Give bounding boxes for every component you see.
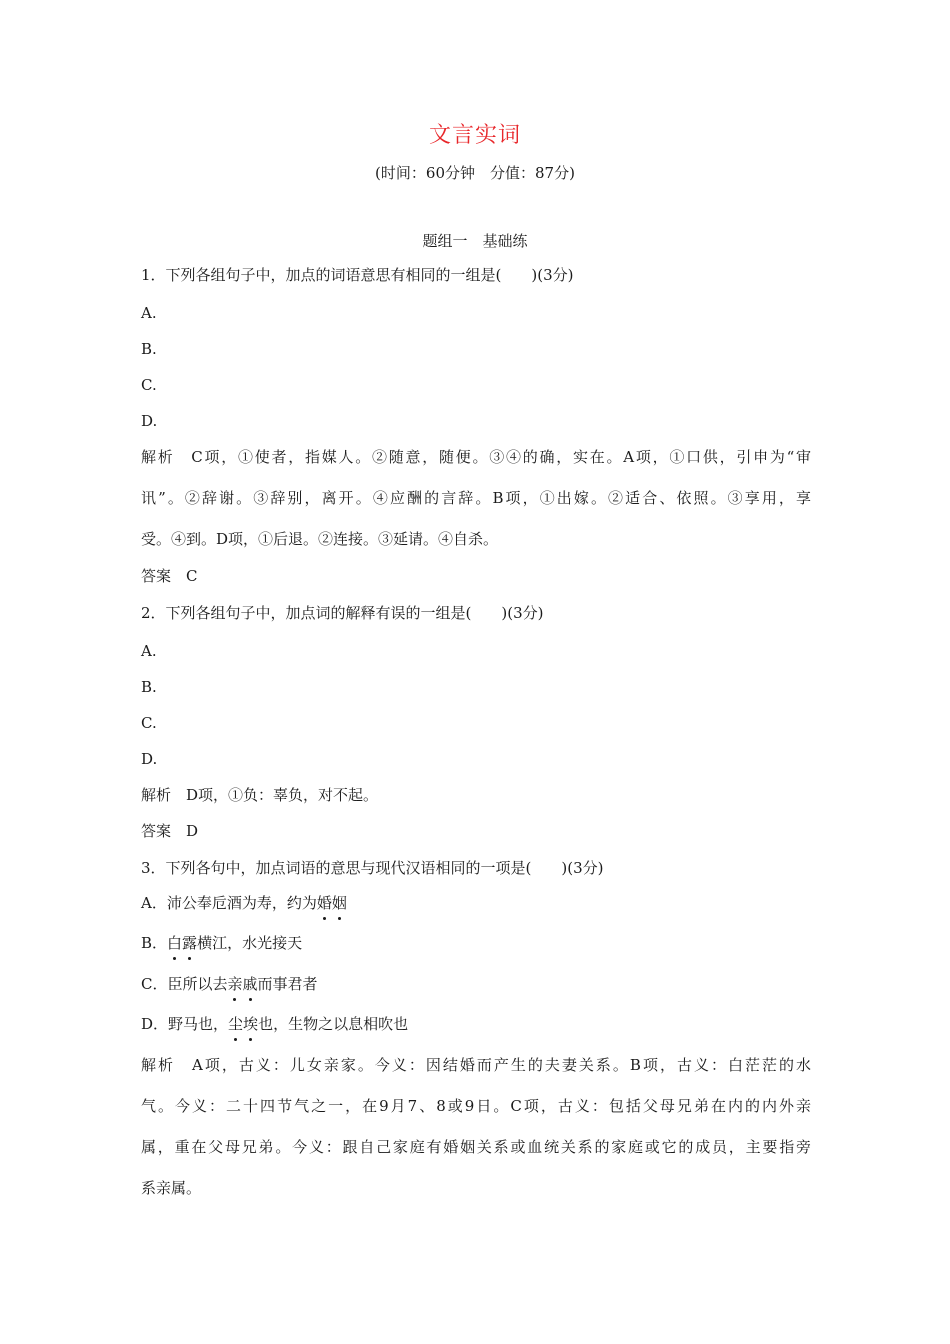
option-text: 而事君者 — [257, 975, 318, 993]
option-text: B． — [141, 934, 168, 952]
option-text: C．臣所以去 — [141, 975, 228, 993]
question-1-analysis-line: 受。④到。D项，①后退。②连接。③延请。④自杀。 — [141, 530, 499, 548]
question-3-option-c — [141, 974, 811, 994]
page-title: 文言实词 — [428, 123, 521, 148]
question-2-option-b: B. — [141, 678, 157, 696]
option-text: 横江，水光接天 — [197, 934, 303, 952]
question-1-option-d: D. — [141, 412, 158, 430]
dotted-character: 尘 — [228, 1015, 244, 1033]
dotted-character: 姻 — [331, 894, 347, 912]
question-1-option-c: C. — [141, 376, 157, 394]
question-1-analysis-line: 讯”。②辞谢。③辞别，离开。④应酬的言辞。B项，①出嫁。②适合、依照。③享用，享 — [141, 489, 811, 507]
dotted-character: 婚 — [316, 894, 332, 912]
question-2-analysis: 解析 D项，①负：辜负，对不起。 — [141, 786, 379, 804]
question-2-stem: 2．下列各组句子中，加点词的解释有误的一组是( )(3分) — [141, 604, 544, 622]
question-3-option-d — [141, 1014, 811, 1034]
option-text: A．沛公奉卮酒为寿，约为 — [141, 894, 317, 912]
option-text: D．野马也， — [141, 1015, 229, 1033]
dotted-character: 亲 — [227, 975, 243, 993]
question-2-option-d: D. — [141, 750, 158, 768]
question-1-answer: 答案 C — [141, 567, 198, 585]
dotted-character: 露 — [182, 934, 198, 952]
section-heading: 题组一 基础练 — [422, 232, 528, 250]
dotted-character: 白 — [167, 934, 183, 952]
question-3-analysis-line: 系亲属。 — [141, 1179, 202, 1197]
question-3-analysis-line: 解析 A项，古义：儿女亲家。今义：因结婚而产生的夫妻关系。B项，古义：白茫茫的水 — [141, 1056, 811, 1074]
question-2-option-c: C. — [141, 714, 157, 732]
dotted-character: 埃 — [243, 1015, 259, 1033]
question-3-option-a — [141, 893, 811, 913]
option-text: 也，生物之以息相吹也 — [258, 1015, 409, 1033]
time-score-info: (时间：60分钟 分值：87分) — [375, 164, 575, 182]
question-1-analysis-line: 解析 C项，①使者，指媒人。②随意，随便。③④的确，实在。A项，①口供，引申为“审 — [141, 448, 811, 466]
question-3-analysis-line: 气。今义：二十四节气之一，在9月7、8或9日。C项，古义：包括父母兄弟在内的内外亲 — [141, 1097, 811, 1115]
question-3-analysis-line: 属，重在父母兄弟。今义：跟自己家庭有婚姻关系或血统关系的家庭或它的成员，主要指旁 — [141, 1138, 811, 1156]
question-2-answer: 答案 D — [141, 822, 199, 840]
question-1-stem: 1．下列各组句子中，加点的词语意思有相同的一组是( )(3分) — [141, 266, 574, 284]
question-3-option-b — [141, 933, 811, 953]
dotted-character: 戚 — [242, 975, 258, 993]
question-1-option-a: A. — [141, 304, 157, 322]
question-1-option-b: B. — [141, 340, 157, 358]
question-3-stem: 3．下列各句中，加点词语的意思与现代汉语相同的一项是( )(3分) — [141, 859, 604, 877]
question-2-option-a: A. — [141, 642, 157, 660]
